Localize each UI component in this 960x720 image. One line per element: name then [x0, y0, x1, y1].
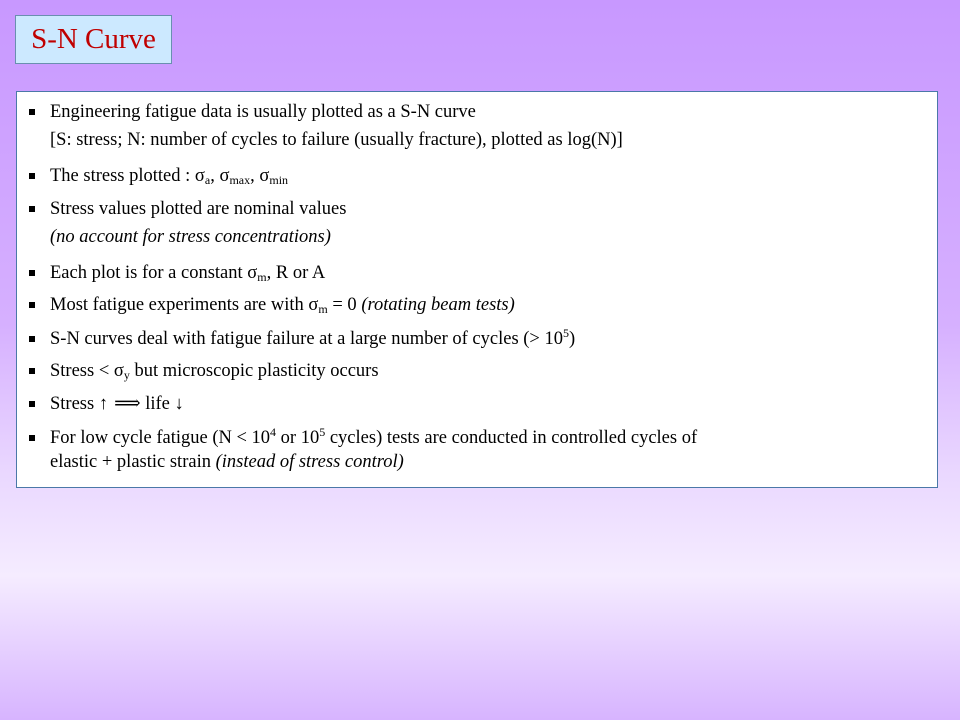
- bullet-marker: [29, 270, 35, 276]
- text-segment: ,: [210, 166, 220, 186]
- implies-arrow-icon: ⟹: [114, 394, 141, 414]
- bullet-text-line: [50, 166, 931, 187]
- bullet-text-line: [50, 295, 931, 316]
- bullet-item-nominal-values: [29, 199, 931, 248]
- bullet-item-low-cycle-fatigue: [29, 425, 931, 473]
- bullet-marker: [29, 401, 35, 407]
- subscript: max: [229, 173, 251, 187]
- bullet-marker: [29, 368, 35, 374]
- text-segment: ,: [250, 166, 260, 186]
- text-segment: The stress plotted :: [50, 166, 195, 186]
- bullet-item-constant-sigma-m: [29, 263, 931, 284]
- bullet-marker: [29, 206, 35, 212]
- text-segment: or 10: [276, 428, 320, 448]
- sigma-symbol: σ: [247, 263, 258, 283]
- bullet-text-line: [50, 361, 931, 382]
- superscript: 5: [563, 326, 569, 340]
- bullet-item-large-cycles: [29, 326, 931, 350]
- text-segment: cycles) tests are conducted in controlled cycles of: [325, 428, 698, 448]
- subscript: min: [269, 173, 289, 187]
- text-segment: , R or A: [266, 263, 326, 283]
- text-segment: For low cycle fatigue (N < 10: [50, 428, 271, 448]
- sigma-symbol: σ: [113, 361, 124, 381]
- bullet-marker: [29, 302, 35, 308]
- bullet-text-line: [50, 263, 931, 284]
- bullet-text-line: [S: stress; N: number of cycles to failure (usually fracture), plotted as log(N)]: [50, 130, 623, 150]
- text-segment: Most fatigue experiments are with: [50, 295, 309, 315]
- sigma-symbol: σ: [194, 166, 205, 186]
- bullet-item-stress-plotted: [29, 166, 931, 187]
- text-segment: Stress: [50, 394, 99, 414]
- subscript: m: [318, 302, 328, 316]
- superscript: 5: [319, 425, 326, 439]
- text-segment: but microscopic plasticity occurs: [129, 361, 379, 381]
- text-segment: elastic + plastic strain: [50, 452, 216, 472]
- text-segment-italic: (instead of stress control): [215, 452, 404, 472]
- subscript: m: [257, 270, 267, 284]
- bullet-text-line: [50, 425, 931, 449]
- sigma-symbol: σ: [259, 166, 270, 186]
- text-segment: Each plot is for a constant: [50, 263, 248, 283]
- bullet-marker: [29, 336, 35, 342]
- text-segment: Stress <: [50, 361, 114, 381]
- slide-title-box: [15, 15, 172, 64]
- slide-title: S-N Curve: [31, 23, 156, 55]
- bullet-text-line: [50, 452, 931, 473]
- bullet-marker: [29, 109, 35, 115]
- bullet-text-line: [50, 394, 931, 415]
- subscript: a: [204, 173, 211, 187]
- bullet-text-line: Engineering fatigue data is usually plotted as a S-N curve: [50, 102, 476, 122]
- bullet-text-line: Stress values plotted are nominal values: [50, 199, 347, 219]
- text-segment: ): [569, 329, 576, 349]
- superscript: 4: [270, 425, 277, 439]
- down-arrow-icon: ↓: [174, 394, 184, 414]
- bullet-item-rotating-beam: [29, 295, 931, 316]
- bullet-marker: [29, 173, 35, 179]
- bullet-item-sn-curve: [29, 102, 931, 151]
- content-box: [16, 91, 938, 488]
- text-segment: S-N curves deal with fatigue failure at a large number of cycles (> 10: [50, 329, 563, 349]
- bullet-marker: [29, 435, 35, 441]
- sigma-symbol: σ: [308, 295, 319, 315]
- up-arrow-icon: ↑: [98, 394, 109, 414]
- sigma-symbol: σ: [219, 166, 230, 186]
- text-segment: = 0: [327, 295, 362, 315]
- bullet-item-microscopic-plasticity: [29, 361, 931, 382]
- bullet-text-line: (no account for stress concentrations): [50, 227, 331, 247]
- bullet-item-stress-life: [29, 394, 931, 415]
- subscript: y: [123, 368, 130, 382]
- text-segment-italic: (rotating beam tests): [361, 295, 515, 315]
- bullet-text-line: [50, 326, 931, 350]
- text-segment: life: [140, 394, 175, 414]
